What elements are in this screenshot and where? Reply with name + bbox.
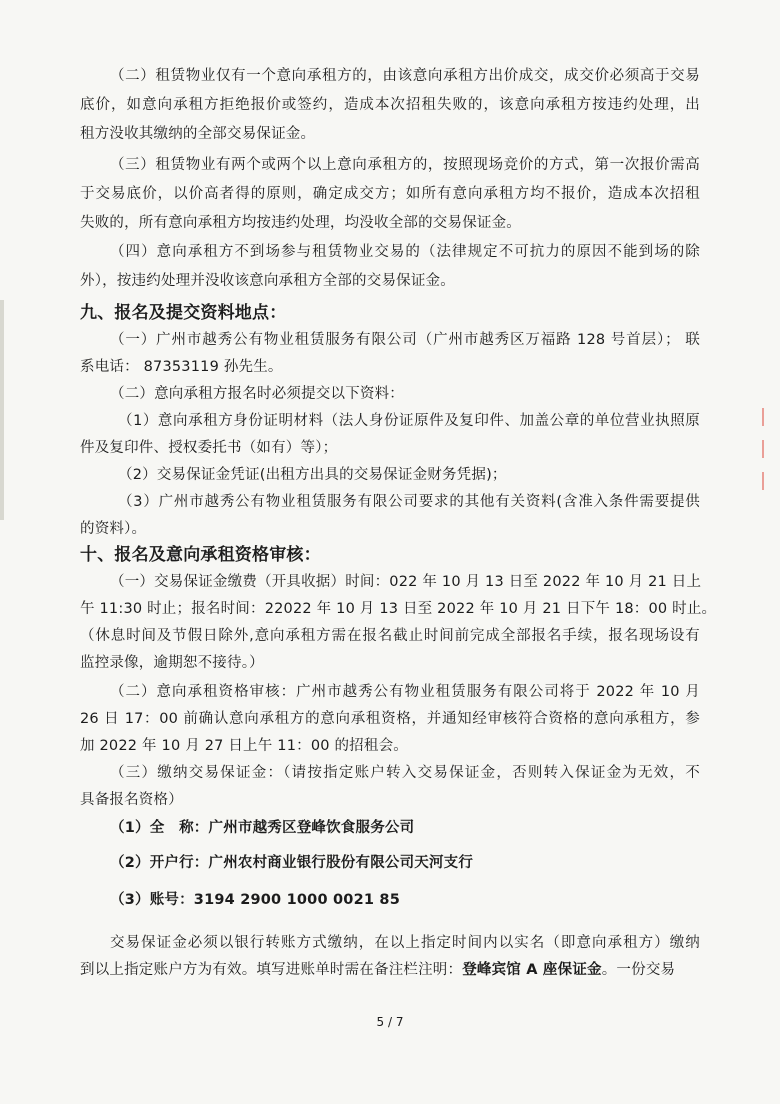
s9-sub1-line2: 件及复印件、授权委托书（如有）等）； bbox=[80, 440, 338, 456]
margin-mark bbox=[762, 440, 774, 458]
s10-item3-line2: 具备报名资格） bbox=[80, 792, 183, 808]
para2-line2: 底价，如意向承租方拒绝报价或签约，造成本次招租失败的，该意向承租方按违约处理，出 bbox=[80, 97, 700, 113]
para3-line1: （三）租赁物业有两个或两个以上意向承租方的，按照现场竞价的方式，第一次报价需高 bbox=[110, 157, 700, 173]
s9-item1-line2: 系电话： 87353119 孙先生。 bbox=[80, 359, 283, 375]
s10-item1-line3: （休息时间及节假日除外,意向承租方需在报名截止时间前完成全部报名手续，报名现场设有 bbox=[80, 628, 700, 644]
margin-mark bbox=[762, 408, 774, 426]
account-bank: （2）开户行：广州农村商业银行股份有限公司天河支行 bbox=[110, 855, 474, 871]
para4-line2: 外），按违约处理并没收该意向承租方全部的交易保证金。 bbox=[80, 273, 455, 289]
para2-line3: 租方没收其缴纳的全部交易保证金。 bbox=[80, 126, 316, 142]
s10-item2-line2: 26 日 17：00 前确认意向承租方的意向承租资格，并通知经审核符合资格的意向承租方，参 bbox=[80, 711, 700, 727]
s9-item2: （二）意向承租方报名时必须提交以下资料： bbox=[110, 386, 404, 402]
s9-sub3-line1: （3）广州市越秀公有物业租赁服务有限公司要求的其他有关资料(含准入条件需要提供 bbox=[118, 494, 700, 510]
final-para-line1: 交易保证金必须以银行转账方式缴纳，在以上指定时间内以实名（即意向承租方）缴纳 bbox=[110, 935, 700, 951]
s10-item3-line1: （三）缴纳交易保证金：（请按指定账户转入交易保证金，否则转入保证金为无效，不 bbox=[110, 765, 700, 781]
para2-line1: （二）租赁物业仅有一个意向承租方的，由该意向承租方出价成交，成交价必须高于交易 bbox=[110, 68, 700, 84]
margin-mark bbox=[762, 472, 774, 490]
s10-item2-line1: （二）意向承租资格审核：广州市越秀公有物业租赁服务有限公司将于 2022 年 10 月 bbox=[110, 684, 700, 700]
s9-item1-line1: （一）广州市越秀公有物业租赁服务有限公司（广州市越秀区万福路 128 号首层）； 联 bbox=[110, 332, 700, 348]
section10-heading: 十、报名及意向承租资格审核： bbox=[80, 545, 321, 565]
account-number: （3）账号：3194 2900 1000 0021 85 bbox=[110, 892, 400, 908]
s10-item2-line3: 加 2022 年 10 月 27 日上午 11：00 的招租会。 bbox=[80, 738, 408, 754]
scan-edge-shadow bbox=[0, 300, 4, 520]
account-name: （1）全 称：广州市越秀区登峰饮食服务公司 bbox=[110, 820, 415, 836]
para4-line1: （四）意向承租方不到场参与租赁物业交易的（法律规定不可抗力的原因不能到场的除 bbox=[110, 244, 700, 260]
s9-sub2: （2）交易保证金凭证(出租方出具的交易保证金财务凭据)； bbox=[118, 467, 507, 483]
s9-sub3-line2: 的资料）。 bbox=[80, 521, 147, 537]
s9-sub1-line1: （1）意向承租方身份证明材料（法人身份证原件及复印件、加盖公章的单位营业执照原 bbox=[118, 413, 700, 429]
final-para-line2: 到以上指定账户方为有效。填写进账单时需在备注栏注明：登峰宾馆 A 座保证金。一份交易 bbox=[80, 962, 676, 978]
s10-item1-line4: 监控录像，逾期恕不接待。） bbox=[80, 655, 264, 671]
page-number: 5 / 7 bbox=[376, 1015, 404, 1029]
para3-line3: 失败的，所有意向承租方均按违约处理，均没收全部的交易保证金。 bbox=[80, 215, 521, 231]
s10-item1-line2: 午 11:30 时止；报名时间：22022 年 10 月 13 日至 2022 年 10 月 21 日下午 18：00 时止。 bbox=[80, 601, 717, 617]
para3-line2: 于交易底价，以价高者得的原则，确定成交方；如所有意向承租方均不报价，造成本次招租 bbox=[80, 186, 700, 202]
section9-heading: 九、报名及提交资料地点： bbox=[80, 303, 287, 323]
s10-item1-line1: （一）交易保证金缴费（开具收据）时间：022 年 10 月 13 日至 2022 年 10 月 21 日上 bbox=[110, 574, 702, 590]
